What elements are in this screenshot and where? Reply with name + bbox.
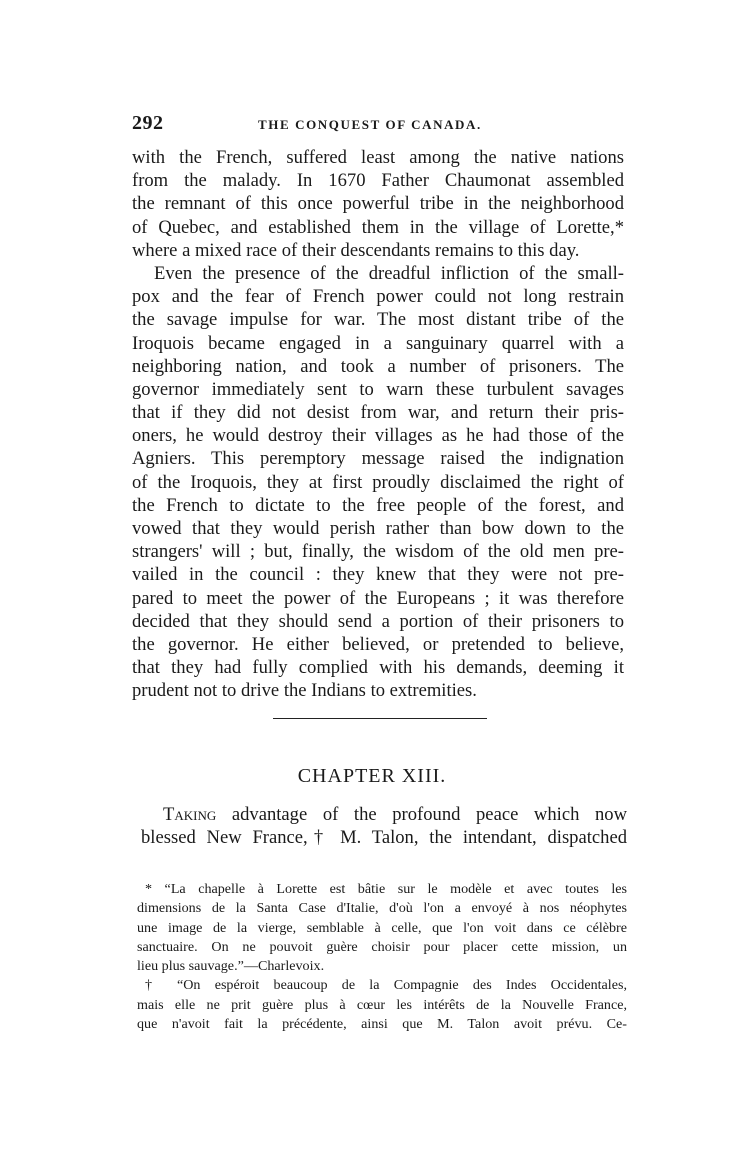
- body-line: governor immediately sent to warn these turbulent savages: [132, 378, 624, 400]
- body-line: pared to meet the power of the Europeans ; it was therefore: [132, 587, 624, 609]
- chapter-opening: [141, 803, 627, 849]
- footnote-line: lieu plus sauvage.”—Charlevoix.: [137, 958, 325, 975]
- body-line: of Quebec, and established them in the village of Lorette,*: [132, 216, 624, 238]
- footnote-line: mais elle ne prit guère plus à cœur les intérêts de la Nouvelle France,: [137, 996, 627, 1013]
- body-line: vowed that they would perish rather than bow down to the: [132, 518, 624, 539]
- page-number: 292: [132, 112, 164, 134]
- chapter-line: blessed New France,† M. Talon, the intendant, dispatched: [141, 827, 627, 849]
- body-line: the remnant of this once powerful tribe in the neighborhood: [132, 193, 624, 215]
- body-line: the governor. He either believed, or pretended to believe,: [132, 633, 624, 655]
- chapter-heading: CHAPTER XIII.: [297, 765, 447, 787]
- body-line: Iroquois became engaged in a sanguinary quarrel with a: [132, 332, 624, 354]
- footnote-line: dimensions de la Santa Case d'Italie, d'où l'on a envoyé à nos néophytes: [137, 900, 627, 917]
- body-line: vailed in the council : they knew that they were not pre-: [132, 564, 624, 586]
- page-header: [132, 112, 624, 138]
- body-line: the French to dictate to the free people of the forest, and: [132, 494, 624, 516]
- footnote-line: sanctuaire. On ne pouvoit guère choisir pour placer cette mission, un: [137, 938, 627, 955]
- footnote-line: † “On espéroit beaucoup de la Compagnie des Indes Occidentales,: [145, 977, 627, 994]
- chapter-line: [141, 803, 627, 826]
- body-paragraphs: [132, 146, 624, 703]
- body-line: decided that they should send a portion of their prisoners to: [132, 610, 624, 632]
- body-line: oners, he would destroy their villages as he had those of the: [132, 425, 624, 447]
- running-title: THE CONQUEST OF CANADA.: [258, 117, 482, 132]
- footnotes: [137, 880, 627, 1034]
- body-line: strangers' will ; but, finally, the wisdom of the old men pre-: [132, 541, 624, 563]
- body-line: with the French, suffered least among the native nations: [132, 147, 624, 168]
- section-divider: [273, 718, 487, 719]
- body-line: Even the presence of the dreadful infliction of the small-: [154, 262, 624, 284]
- body-line: that they had fully complied with his demands, deeming it: [132, 657, 624, 679]
- footnote-line: que n'avoit fait la précédente, ainsi que M. Talon avoit prévu. Ce-: [137, 1016, 627, 1033]
- chapter-lead-word: Taking: [163, 804, 217, 825]
- body-line: that if they did not desist from war, and return their pris-: [132, 402, 624, 424]
- body-line: where a mixed race of their descendants remains to this day.: [132, 239, 580, 261]
- body-line: pox and the fear of French power could not long restrain: [132, 286, 624, 308]
- body-line: Agniers. This peremptory message raised the indignation: [132, 448, 624, 470]
- footnote-line: une image de la vierge, semblable à celle, que l'on voit dans ce célèbre: [137, 919, 627, 936]
- footnote-line: * “La chapelle à Lorette est bâtie sur le modèle et avec toutes les: [145, 881, 627, 897]
- body-line: prudent not to drive the Indians to extremities.: [132, 680, 477, 702]
- chapter-line-rest: advantage of the profound peace which now: [216, 804, 627, 825]
- body-line: neighboring nation, and took a number of prisoners. The: [132, 355, 624, 377]
- body-line: from the malady. In 1670 Father Chaumonat assembled: [132, 170, 624, 192]
- body-line: the savage impulse for war. The most distant tribe of the: [132, 309, 624, 331]
- body-line: of the Iroquois, they at first proudly disclaimed the right of: [132, 471, 624, 493]
